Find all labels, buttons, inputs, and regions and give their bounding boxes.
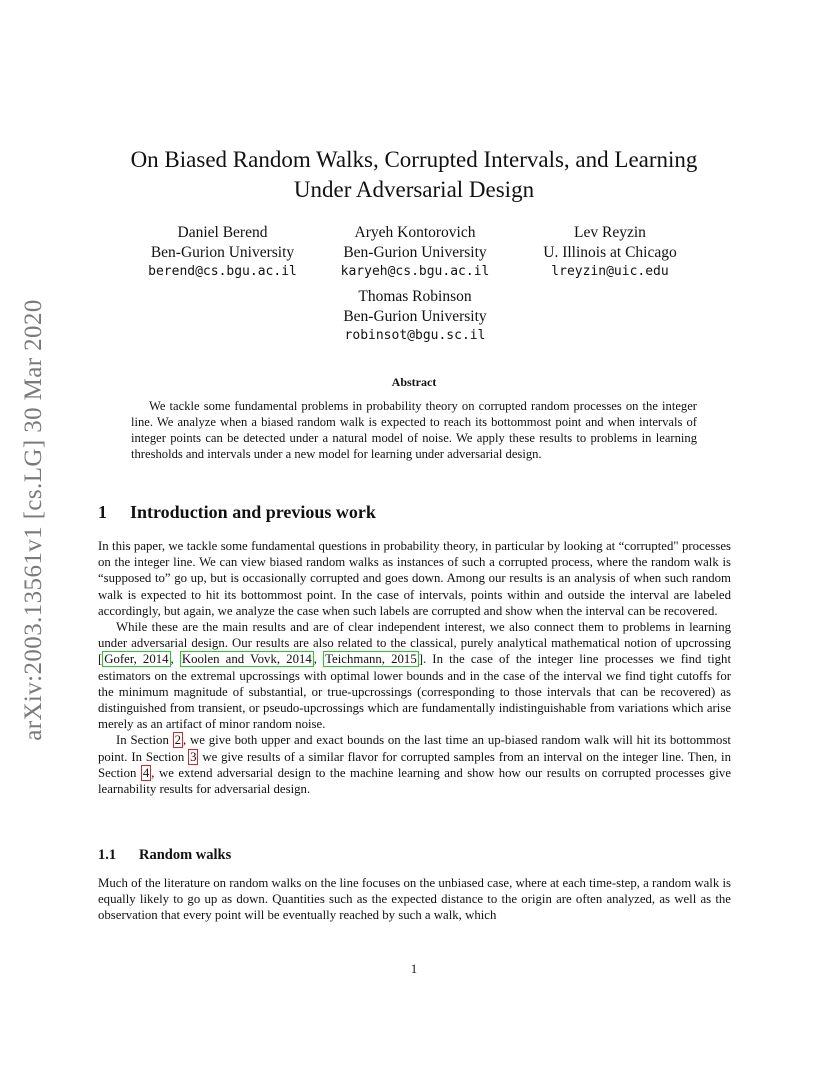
- author-block: [325, 223, 505, 282]
- subsection-body: [98, 875, 731, 924]
- author-block: [520, 223, 700, 282]
- paragraph-text: , we give both upper and exact bounds on the last time an up-biased random walk will hit its bottommost point. In Section: [98, 733, 731, 764]
- citation-separator: ,: [170, 652, 180, 667]
- author-affiliation: Ben-Gurion University: [343, 243, 487, 261]
- author-email[interactable]: karyeh@cs.bgu.ac.il: [340, 264, 490, 279]
- author-name: Daniel Berend: [177, 224, 268, 241]
- section-ref-link[interactable]: 3: [190, 749, 197, 764]
- author-affiliation: Ben-Gurion University: [150, 243, 295, 261]
- author-name: Thomas Robinson: [358, 288, 472, 305]
- subsection-title: Random walks: [139, 847, 232, 863]
- author-affiliation: Ben-Gurion University: [343, 307, 487, 325]
- citation-separator: ,: [313, 652, 324, 667]
- section-ref-link[interactable]: 2: [174, 733, 182, 748]
- abstract-text: We tackle some fundamental problems in probability theory on corrupted random processes on the integer line. We analyze when a biased random walk is expected to reach its bottommost point and when intervals of integer points can be detected under a natural model of noise. We apply these results to problems in learning thresholds and intervals under a new model for learning under adversarial design.: [131, 399, 697, 461]
- abstract-heading: Abstract: [391, 375, 437, 389]
- arxiv-identifier-stamp[interactable]: arXiv:2003.13561v1 [cs.LG] 30 Mar 2020: [20, 299, 47, 741]
- subsection-heading: [98, 847, 231, 864]
- paragraph: In this paper, we tackle some fundamental questions in probability theory, in particular by looking at “corrupted" processes on the integer line. We can view biased random walks as instances of such a corrupted process, where the random walk is “supposed to” go up, but is occasionally corrupted and goes down. Among our results is an analysis of when such random walk is expected to hit its bottommost point. In the case of intervals, points within and outside the interval are labeled accordingly, but again, we analyze the case when such labels are corrupted and show when the interval can be recovered.: [98, 539, 731, 618]
- author-block: [325, 287, 505, 346]
- author-email[interactable]: lreyzin@uic.edu: [551, 264, 669, 279]
- author-name: Lev Reyzin: [574, 224, 646, 241]
- citation-link[interactable]: Teichmann, 2015: [325, 652, 417, 667]
- author-email[interactable]: berend@cs.bgu.ac.il: [148, 264, 297, 279]
- section-heading: [98, 502, 376, 523]
- paragraph-text: we give results of a similar flavor for corrupted samples from an interval on the integer line. Then, in Section: [98, 749, 731, 780]
- author-email[interactable]: robinsot@bgu.sc.il: [344, 328, 486, 343]
- author-name: Aryeh Kontorovich: [354, 224, 476, 241]
- page-number: 1: [410, 962, 418, 976]
- paragraph: [98, 732, 731, 797]
- author-block: [135, 223, 310, 282]
- citation-link[interactable]: Gofer, 2014: [104, 652, 169, 667]
- section-title: Introduction and previous work: [130, 502, 376, 522]
- paragraph: [98, 619, 731, 732]
- paragraph: Much of the literature on random walks on the line focuses on the unbiased case, where at each time-step, a random walk is equally likely to go up as down. Quantities such as the expected distance to the origin are often analyzed, as well as the observation that every point will be eventually reached by such a walk, which: [98, 876, 731, 923]
- paragraph-text: ]. In the case of the integer line processes we find tight estimators on the extremal upcrossings with optimal lower bounds and in the case of the interval we find tight cutoffs for the minimum magnitude of substantial, or true-upcrossings (corresponding to those intervals that can be recovered) as distinguished from transient, or pseudo-upcrossings which are fundamentally indistinguishable from variations which arise merely as an artifact of minor random noise.: [98, 652, 731, 732]
- citation-link[interactable]: Koolen and Vovk, 2014: [181, 652, 312, 667]
- section-ref-link[interactable]: 4: [142, 765, 150, 780]
- author-affiliation: U. Illinois at Chicago: [543, 243, 677, 261]
- paragraph-text: , we extend adversarial design to the machine learning and show how our results on corrupted processes give learnability results for adversarial design.: [98, 765, 731, 797]
- paragraph-text: In Section: [116, 733, 173, 748]
- paper-title: On Biased Random Walks, Corrupted Intervals, and Learning Under Adversarial Design: [130, 147, 698, 202]
- section-body: [98, 538, 731, 797]
- section-number: 1: [98, 502, 107, 522]
- paragraph-text: While these are the main results and are of clear independent interest, we also connect them to problems in learning under adversarial design. Our results are also related to the classical, purely analytical mathematical notion of upcrossing [: [98, 620, 731, 667]
- subsection-number: 1.1: [98, 847, 117, 863]
